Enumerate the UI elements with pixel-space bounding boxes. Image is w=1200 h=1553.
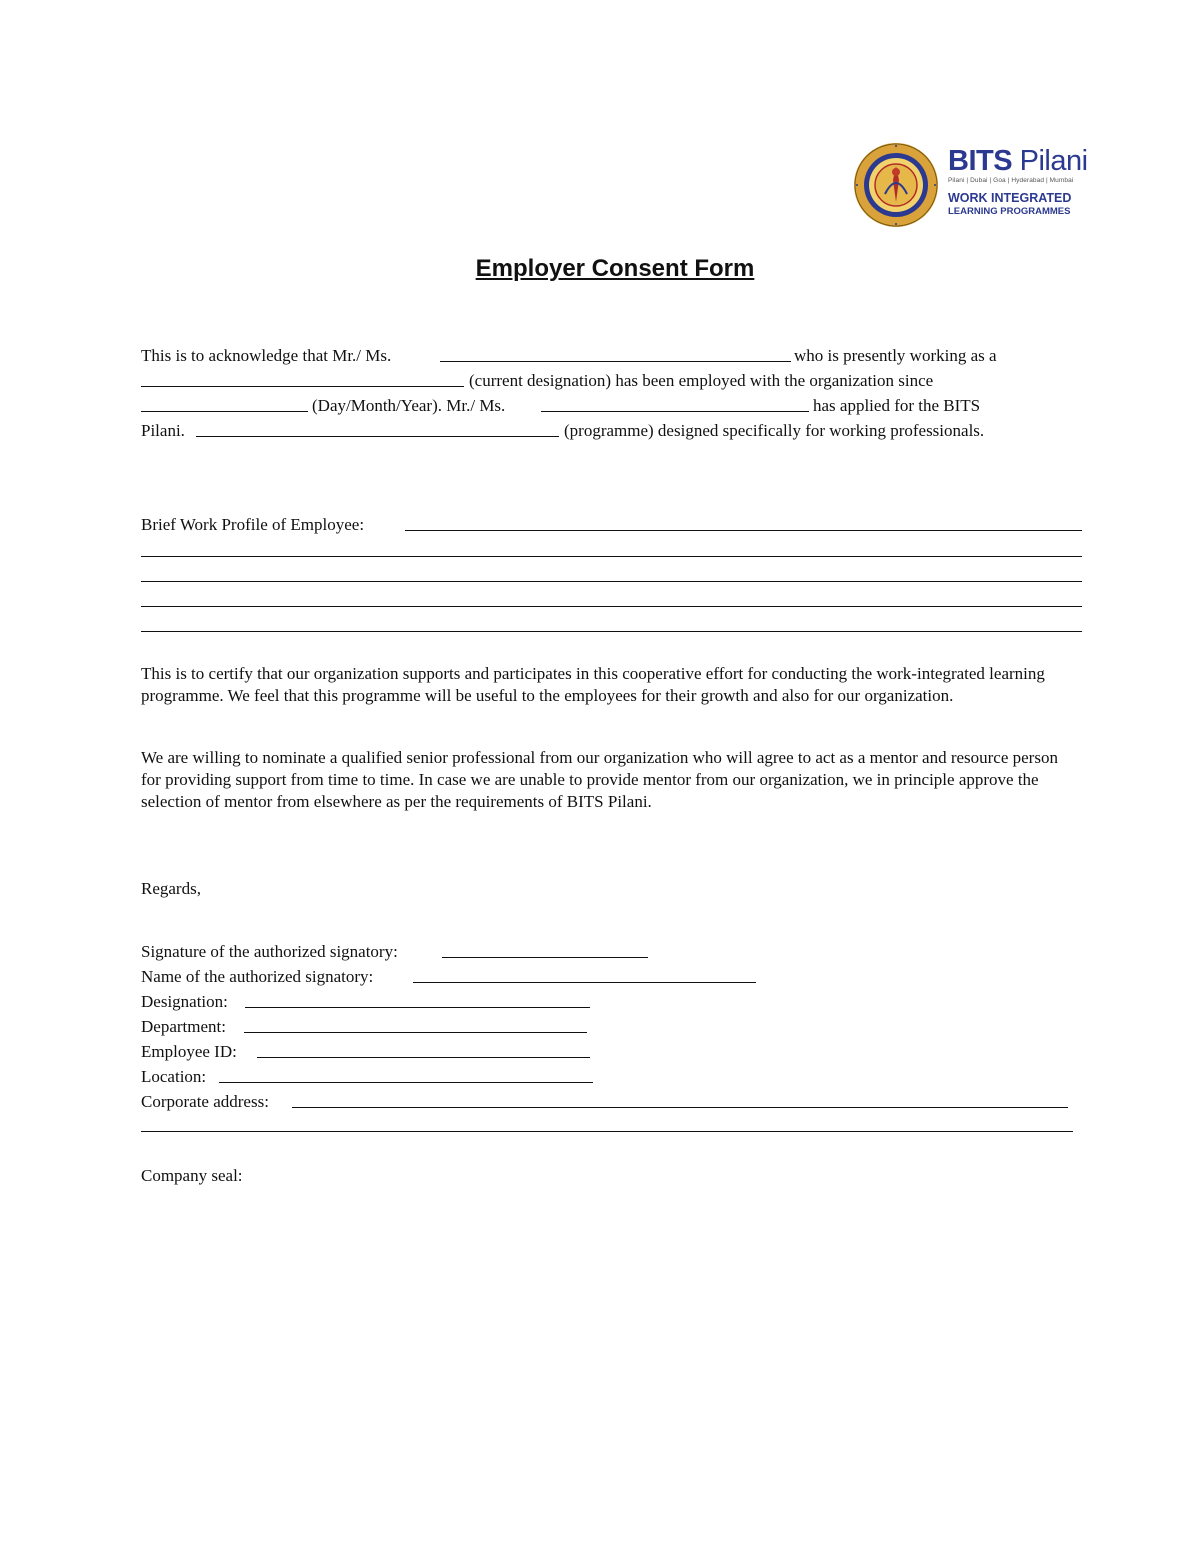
bits-pilani-logo xyxy=(853,140,1088,230)
logo-wordmark xyxy=(948,146,1088,217)
ack-line3-after: has applied for the BITS xyxy=(813,396,981,415)
work-profile-blank-4[interactable] xyxy=(141,606,1082,607)
applicant-name-blank[interactable] xyxy=(541,411,809,412)
ack-line1-before: This is to acknowledge that Mr./ Ms. xyxy=(141,346,392,365)
location-label: Location: xyxy=(141,1067,207,1086)
logo-campuses: Pilani | Dubai | Goa | Hyderabad | Mumbai xyxy=(948,177,1074,184)
logo-brand-name xyxy=(948,146,1088,176)
employee-id-label: Employee ID: xyxy=(141,1042,237,1061)
ack-line-1 xyxy=(141,343,391,368)
logo-programme-line1: WORK INTEGRATED xyxy=(948,191,1072,205)
signatory-name-label: Name of the authorized signatory: xyxy=(141,967,374,986)
logo-programme-line2: LEARNING PROGRAMMES xyxy=(948,206,1071,217)
mentor-text: We are willing to nominate a qualified senior professional from our organization who will agree to act as a mentor and resource person for providing support from time to time. In case we are unable to provide mentor from our organization, we in principle approve the selection of mentor from elsewhere as per the requirements of BITS Pilani. xyxy=(141,748,1058,811)
designation-blank[interactable] xyxy=(245,1007,590,1008)
ack-line1-after: who is presently working as a xyxy=(794,346,997,365)
logo-pilani: Pilani xyxy=(1019,145,1088,177)
ack-line3-mid: (Day/Month/Year). Mr./ Ms. xyxy=(312,396,506,415)
corporate-address-blank-2[interactable] xyxy=(141,1131,1073,1132)
page-title: Employer Consent Form xyxy=(475,255,755,282)
ack-line2-after: (current designation) has been employed with the organization since xyxy=(469,371,934,390)
logo-bits: BITS xyxy=(948,145,1013,177)
department-label: Department: xyxy=(141,1017,226,1036)
work-profile-label: Brief Work Profile of Employee: xyxy=(141,515,365,534)
current-designation-blank[interactable] xyxy=(141,386,464,387)
work-profile-blank-2[interactable] xyxy=(141,556,1082,557)
work-profile-blank-3[interactable] xyxy=(141,581,1082,582)
employment-date-blank[interactable] xyxy=(141,411,308,412)
bits-pilani-seal-icon xyxy=(853,142,939,228)
designation-label: Designation: xyxy=(141,992,228,1011)
corporate-address-label: Corporate address: xyxy=(141,1092,269,1111)
company-seal-label: Company seal: xyxy=(141,1166,243,1185)
location-blank[interactable] xyxy=(219,1082,593,1083)
work-profile-blank-5[interactable] xyxy=(141,631,1082,632)
ack-line4-before: Pilani. xyxy=(141,421,185,440)
corporate-address-blank-1[interactable] xyxy=(292,1107,1068,1108)
department-blank[interactable] xyxy=(244,1032,587,1033)
signature-label: Signature of the authorized signatory: xyxy=(141,942,398,961)
regards: Regards, xyxy=(141,879,201,898)
signatory-name-blank[interactable] xyxy=(413,982,756,983)
programme-blank[interactable] xyxy=(196,436,559,437)
employee-id-blank[interactable] xyxy=(257,1057,590,1058)
certify-paragraph xyxy=(141,663,1081,707)
ack-line4-after: (programme) designed specifically for working professionals. xyxy=(564,421,985,440)
signature-blank[interactable] xyxy=(442,957,648,958)
employee-name-blank[interactable] xyxy=(440,361,791,362)
work-profile-blank-1[interactable] xyxy=(405,530,1082,531)
mentor-paragraph xyxy=(141,747,1081,813)
certify-text: This is to certify that our organization supports and participates in this cooperative effort for conducting the work-integrated learning programme. We feel that this programme will be useful to the employees for their growth and also for our organization. xyxy=(141,664,1045,705)
